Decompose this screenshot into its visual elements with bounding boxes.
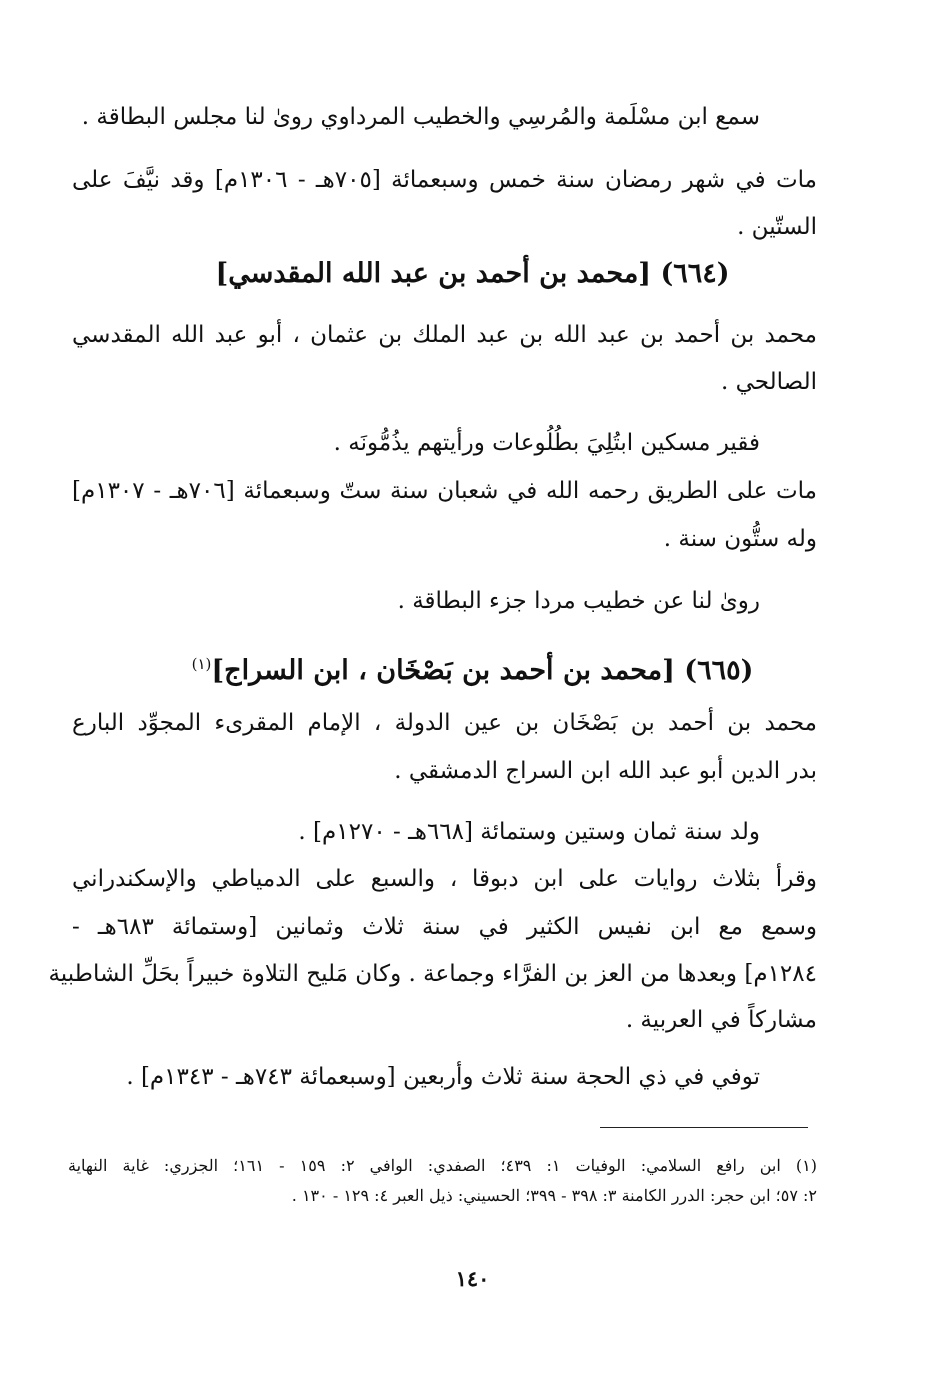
text-line: توفي في ذي الحجة سنة ثلاث وأربعين [وسبعمائة ٧٤٣هـ - ١٣٤٣م] .	[126, 1064, 760, 1090]
text-line: روىٰ لنا عن خطيب مردا جزء البطاقة .	[397, 588, 760, 614]
text-line: ولد سنة ثمان وستين وستمائة [٦٦٨هـ - ١٢٧٠م] .	[298, 819, 760, 845]
footnote-marker: (١)	[191, 655, 212, 673]
footnote-line: ٢: ٥٧؛ ابن حجر: الدرر الكامنة ٣: ٣٩٨ - ٣٩٩؛ الحسيني: ذيل العبر ٤: ١٢٩ - ١٣٠ .	[291, 1186, 817, 1205]
text-line: الستّين .	[737, 214, 817, 240]
text-line: بدر الدين أبو عبد الله ابن السراج الدمشقي .	[394, 758, 817, 784]
text-line: فقير مسكين ابتُلِيَ بطُلُوعات ورأيتهم يذُمُّونَه .	[333, 430, 760, 456]
text-line: وسمع مع ابن نفيس الكثير في سنة ثلاث وثمانين [وستمائة ٦٨٣هـ -	[72, 914, 818, 940]
text-line: مات في شهر رمضان سنة خمس وسبعمائة [٧٠٥هـ - ١٣٠٦م] وقد نيَّفَ على	[72, 167, 817, 193]
footnote-line: (١) ابن رافع السلامي: الوفيات ١: ٤٣٩؛ الصفدي: الوافي ٢: ١٥٩ - ١٦١؛ الجزري: غاية النهاية	[68, 1156, 818, 1175]
text-line: محمد بن أحمد بن بَصْخَان بن عين الدولة ، الإمام المقرىء المجوِّد البارع	[72, 710, 817, 736]
text-line: مشاركاً في العربية .	[625, 1007, 817, 1033]
text-line: محمد بن أحمد بن عبد الله بن عبد الملك بن عثمان ، أبو عبد الله المقدسي	[72, 322, 817, 348]
text-line: وقرأ بثلاث روايات على ابن دبوقا ، والسبع على الدمياطي والإسكندراني	[72, 866, 817, 892]
text-line: الصالحي .	[721, 369, 817, 395]
entry-heading-665	[0, 645, 945, 690]
page-number: ١٤٠	[455, 1266, 490, 1291]
entry-heading-664: (٦٦٤) [محمد بن أحمد بن عبد الله المقدسي]	[215, 258, 730, 289]
footnote-divider	[600, 1127, 808, 1128]
text-line: سمع ابن مسْلَمة والمُرسِي والخطيب المرداوي روىٰ لنا مجلس البطاقة .	[81, 104, 760, 130]
text-line: ١٢٨٤م] وبعدها من العز بن الفرَّاء وجماعة . وكان مَليح التلاوة خبيراً بحَلِّ الشاطبية	[48, 961, 817, 987]
text-line: مات على الطريق رحمه الله في شعبان سنة ستّ وسبعمائة [٧٠٦هـ - ١٣٠٧م]	[72, 478, 817, 504]
entry-heading-text: (٦٦٥) [محمد بن أحمد بن بَصْخَان ، ابن السراج]	[211, 655, 754, 686]
text-line: وله ستُّون سنة .	[663, 526, 817, 552]
